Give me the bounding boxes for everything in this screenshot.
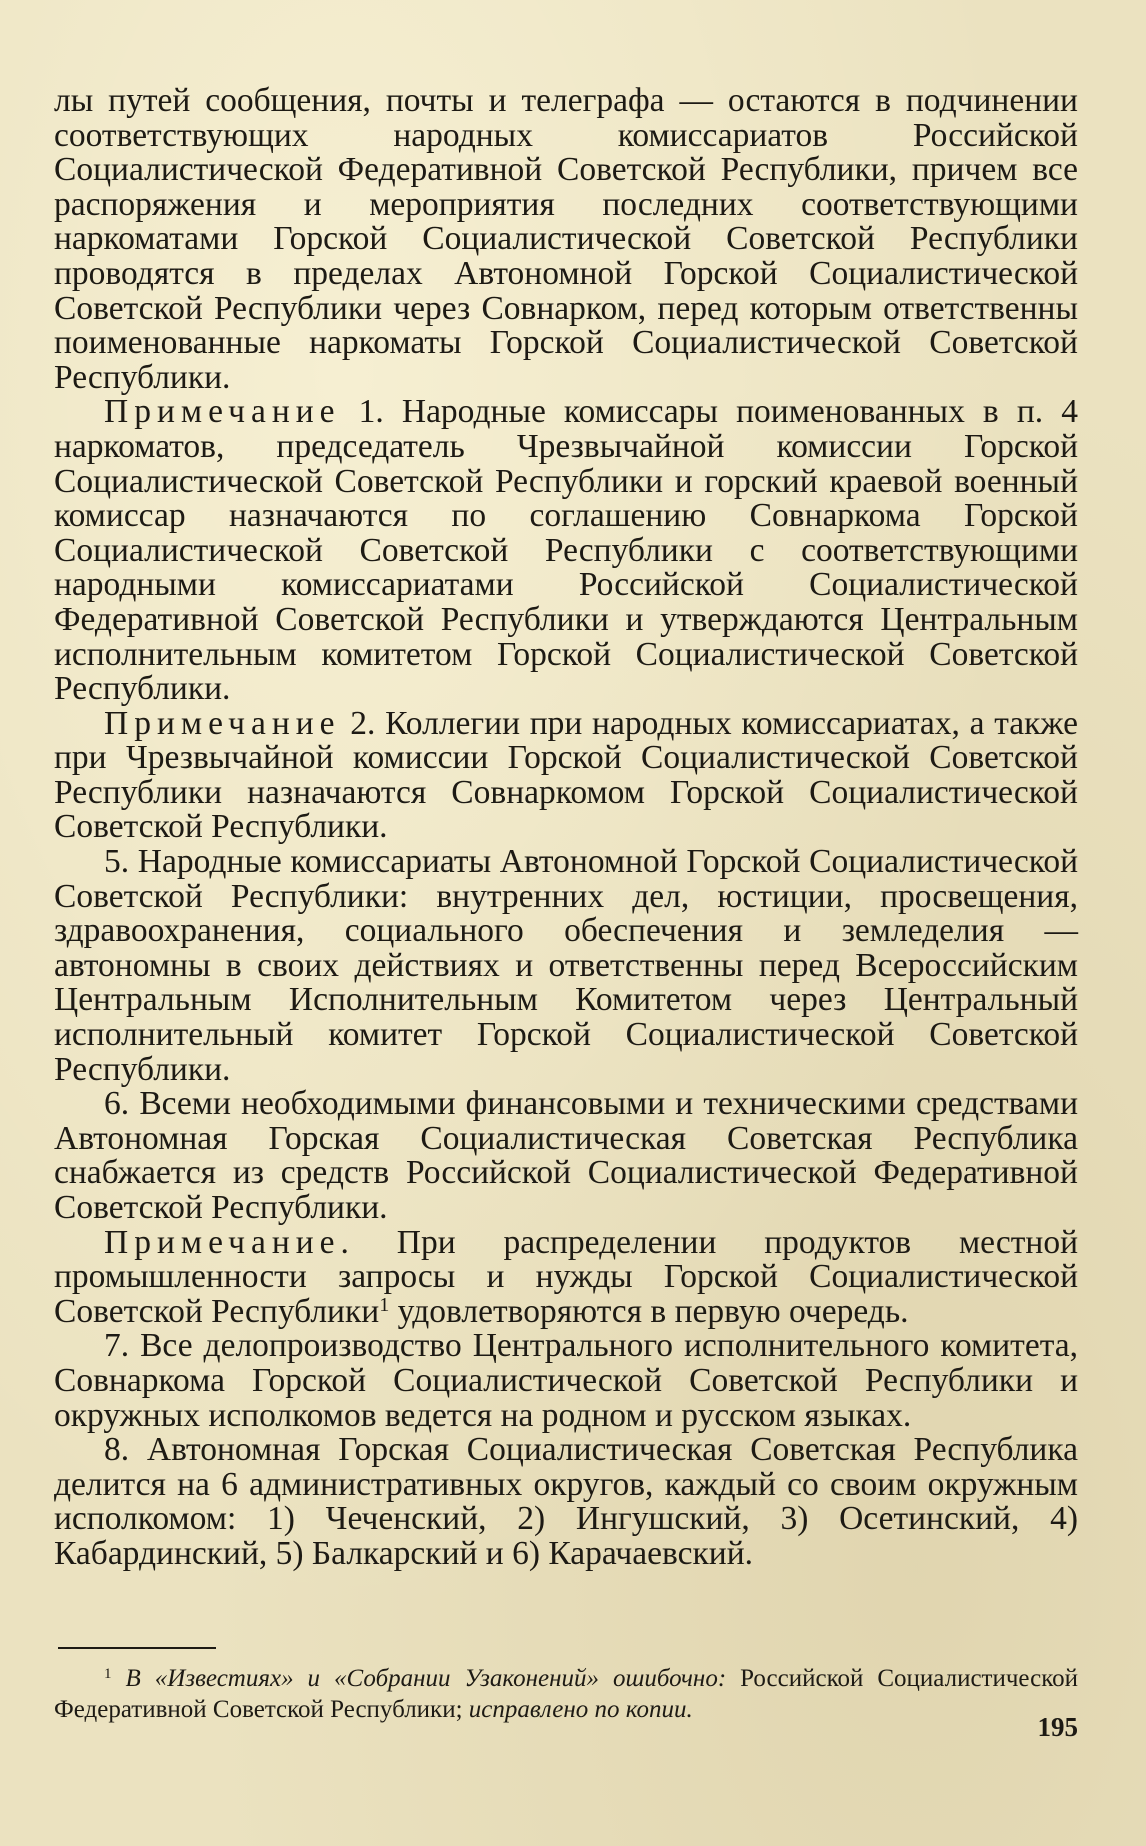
paragraph-text: лы путей сообщения, почты и телеграфа — остаются в подчинении соответствующих народных комиссариатов Российской Социалистической Федеративной Советской Республики, причем все распоряжения и мероприятия последних соответствующими наркоматами Горской Социалистической Советской Республики проводятся в пределах Автономной Горской Социалистической Советской Республики через Совнарком, перед которым ответственны поименованные наркоматы Горской Социалистической Советской Республики.: [54, 82, 1078, 396]
page-number: 195: [1037, 1712, 1078, 1742]
footnote-text: Российской Социалистической Федеративной Советской Республики;: [54, 1665, 1079, 1723]
paragraph-note-1: [54, 395, 1078, 706]
footnote: [54, 1663, 1078, 1725]
paragraph-article-6: [54, 1087, 1078, 1225]
paragraph-text: 1. Народные комиссары поименованных в п. 4 наркоматов, председатель Чрезвычайной комиссии Горской Социалистической Советской Республики и горский краевой военный комиссар назначаются по соглашению Совнаркома Горской Социалистической Советской Республики с соответствующими народными комиссариатами Российской Социалистической Федеративной Советской Республики и утверждаются Центральным исполнительным комитетом Горской Социалистической Советской Республики.: [54, 393, 1078, 708]
main-text: [54, 84, 1078, 1572]
footnote-marker: 1: [104, 1665, 112, 1682]
paragraph-text: 7. Все делопроизводство Центрального исполнительного комитета, Совнаркома Горской Социалистической Советской Республики и окружных исполкомов ведется на родном и русском языках.: [54, 1327, 1078, 1434]
paragraph-text: . При распределении продуктов местной промышленности запросы и нужды Горской Социалистической Советской Республики: [54, 1223, 1078, 1330]
footnote-italic-tail: исправлено по копии.: [468, 1696, 693, 1723]
paragraph-text-after: удовлетворяются в первую очередь.: [389, 1292, 909, 1330]
note-label: Примечание: [104, 704, 341, 742]
footnote-italic-lead: В «Известиях» и «Собрании Узаконений» ошибочно:: [125, 1665, 727, 1692]
paragraph-article-7: [54, 1329, 1078, 1433]
paragraph-continuation: [54, 84, 1078, 395]
paragraph-article-5: [54, 845, 1078, 1087]
paragraph-note-article-6: [54, 1223, 1078, 1330]
paragraph-note-2: [54, 704, 1078, 846]
note-label: Примечание: [104, 1223, 341, 1261]
paragraph-text: 2. Коллегии при народных комиссариатах, а также при Чрезвычайной комиссии Горской Социалистической Советской Республики назначаются Совнаркомом Горской Социалистической Советской Республики.: [54, 704, 1078, 846]
footnote-reference[interactable]: 1: [379, 1293, 390, 1316]
paragraph-text: 5. Народные комиссариаты Автономной Горской Социалистической Советской Республики: внутренних дел, юстиции, просвещения, здравоохранения, социального обеспечения и земледелия — автономны в своих действиях и ответственны перед Всероссийским Центральным Исполнительным Комитетом через Центральный исполнительный комитет Горской Социалистической Советской Республики.: [54, 843, 1078, 1088]
note-label: Примечание: [104, 393, 341, 431]
footnote-divider: [58, 1647, 216, 1649]
paragraph-text: 6. Всеми необходимыми финансовыми и техническими средствами Автономная Горская Социалистическая Советская Республика снабжается из средств Российской Социалистической Федеративной Советской Республики.: [54, 1085, 1078, 1226]
paragraph-article-8: [54, 1433, 1078, 1571]
paragraph-text: 8. Автономная Горская Социалистическая Советская Республика делится на 6 административных округов, каждый со своим окружным исполкомом: 1) Чеченский, 2) Ингушский, 3) Осетинский, 4) Кабардинский, 5) Балкарский и 6) Карачаевский.: [54, 1431, 1078, 1572]
